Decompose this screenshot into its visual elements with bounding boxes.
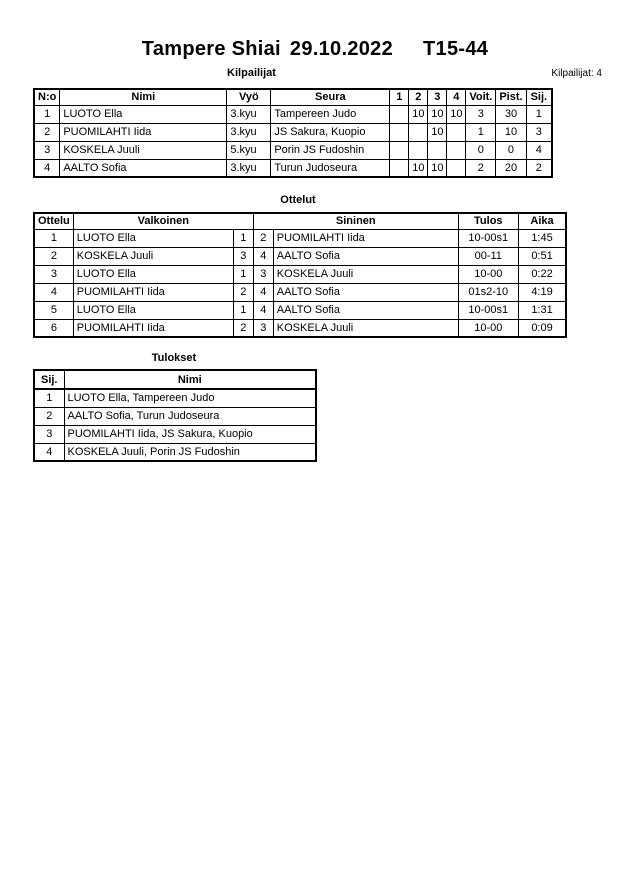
cell-blue-number: 4 — [253, 247, 273, 265]
cell-blue-number: 2 — [253, 229, 273, 247]
cell-sininen: KOSKELA Juuli — [273, 319, 458, 337]
competitor-count: Kilpailijat: 4 — [551, 68, 602, 79]
cell-seura: Porin JS Fudoshin — [271, 141, 390, 159]
page-title — [0, 38, 630, 61]
tulokset-table — [33, 369, 317, 462]
col-header-4: 4 — [447, 89, 466, 105]
cell-valkoinen: PUOMILAHTI Iida — [73, 283, 233, 301]
cell-aika: 1:31 — [518, 301, 566, 319]
cell-sij: 2 — [526, 159, 552, 177]
cell-sij: 4 — [34, 443, 64, 461]
col-header-sij: Sij. — [34, 370, 64, 389]
section-title-tulokset: Tulokset — [151, 352, 197, 364]
cell-sij: 4 — [526, 141, 552, 159]
cell-blue-number: 3 — [253, 265, 273, 283]
cell-white-number: 1 — [233, 301, 253, 319]
cell-pist: 10 — [496, 123, 526, 141]
cell-ottelu: 2 — [34, 247, 73, 265]
col-header-aika: Aika — [518, 213, 566, 229]
col-header-valkoinen: Valkoinen — [73, 213, 253, 229]
col-header-2: 2 — [409, 89, 428, 105]
cell-ottelu: 1 — [34, 229, 73, 247]
cell-ottelu: 4 — [34, 283, 73, 301]
cell-score-4: 10 — [447, 105, 466, 123]
cell-score-1 — [390, 105, 409, 123]
table-row — [34, 407, 316, 425]
cell-no: 4 — [34, 159, 60, 177]
title-category: T15-44 — [423, 38, 489, 60]
table-row — [34, 159, 552, 177]
cell-ottelu: 3 — [34, 265, 73, 283]
cell-score-4 — [447, 123, 466, 141]
col-header-sininen: Sininen — [253, 213, 458, 229]
cell-vyo: 3.kyu — [227, 159, 271, 177]
cell-nimi: KOSKELA Juuli, Porin JS Fudoshin — [64, 443, 316, 461]
cell-score-2: 10 — [409, 159, 428, 177]
section-title-kilpailijat: Kilpailijat — [227, 67, 276, 79]
cell-score-4 — [447, 159, 466, 177]
title-date: 29.10.2022 — [289, 38, 394, 60]
cell-sininen: PUOMILAHTI Iida — [273, 229, 458, 247]
table-row — [34, 265, 566, 283]
table-row — [34, 301, 566, 319]
cell-nimi: AALTO Sofia — [60, 159, 227, 177]
table-row — [34, 123, 552, 141]
cell-blue-number: 4 — [253, 283, 273, 301]
cell-score-2 — [409, 123, 428, 141]
cell-valkoinen: LUOTO Ella — [73, 301, 233, 319]
cell-ottelu: 6 — [34, 319, 73, 337]
table-row — [34, 443, 316, 461]
cell-valkoinen: LUOTO Ella — [73, 265, 233, 283]
col-header-voit: Voit. — [466, 89, 496, 105]
cell-score-3: 10 — [428, 123, 447, 141]
col-header-sij: Sij. — [526, 89, 552, 105]
cell-sij: 1 — [526, 105, 552, 123]
cell-score-2 — [409, 141, 428, 159]
cell-aika: 0:51 — [518, 247, 566, 265]
cell-nimi: LUOTO Ella — [60, 105, 227, 123]
col-header-tulos: Tulos — [458, 213, 518, 229]
table-row — [34, 247, 566, 265]
cell-aika: 0:09 — [518, 319, 566, 337]
cell-vyo: 3.kyu — [227, 123, 271, 141]
table-header-row — [34, 89, 552, 105]
title-event: Tampere Shiai — [141, 38, 281, 60]
cell-vyo: 3.kyu — [227, 105, 271, 123]
ottelut-table — [33, 212, 567, 338]
table-row — [34, 319, 566, 337]
cell-score-1 — [390, 159, 409, 177]
cell-nimi: PUOMILAHTI Iida — [60, 123, 227, 141]
cell-no: 1 — [34, 105, 60, 123]
cell-nimi: LUOTO Ella, Tampereen Judo — [64, 389, 316, 407]
cell-no: 2 — [34, 123, 60, 141]
cell-score-3: 10 — [428, 159, 447, 177]
col-header-seura: Seura — [271, 89, 390, 105]
cell-pist: 0 — [496, 141, 526, 159]
cell-sininen: AALTO Sofia — [273, 247, 458, 265]
table-row — [34, 141, 552, 159]
cell-seura: JS Sakura, Kuopio — [271, 123, 390, 141]
cell-pist: 20 — [496, 159, 526, 177]
col-header-no: N:o — [34, 89, 60, 105]
cell-voit: 2 — [466, 159, 496, 177]
cell-vyo: 5.kyu — [227, 141, 271, 159]
cell-aika: 1:45 — [518, 229, 566, 247]
table-header-row — [34, 370, 316, 389]
col-header-3: 3 — [428, 89, 447, 105]
col-header-nimi: Nimi — [64, 370, 316, 389]
cell-sininen: AALTO Sofia — [273, 283, 458, 301]
table-row — [34, 425, 316, 443]
cell-nimi: KOSKELA Juuli — [60, 141, 227, 159]
cell-seura: Tampereen Judo — [271, 105, 390, 123]
cell-sininen: AALTO Sofia — [273, 301, 458, 319]
cell-sij: 1 — [34, 389, 64, 407]
cell-white-number: 3 — [233, 247, 253, 265]
cell-valkoinen: PUOMILAHTI Iida — [73, 319, 233, 337]
col-header-1: 1 — [390, 89, 409, 105]
cell-seura: Turun Judoseura — [271, 159, 390, 177]
cell-tulos: 01s2-10 — [458, 283, 518, 301]
cell-tulos: 10-00 — [458, 319, 518, 337]
cell-tulos: 10-00 — [458, 265, 518, 283]
cell-valkoinen: LUOTO Ella — [73, 229, 233, 247]
cell-tulos: 10-00s1 — [458, 229, 518, 247]
cell-white-number: 2 — [233, 319, 253, 337]
cell-aika: 0:22 — [518, 265, 566, 283]
cell-score-1 — [390, 141, 409, 159]
cell-white-number: 1 — [233, 229, 253, 247]
cell-score-3: 10 — [428, 105, 447, 123]
cell-nimi: AALTO Sofia, Turun Judoseura — [64, 407, 316, 425]
cell-white-number: 1 — [233, 265, 253, 283]
cell-nimi: PUOMILAHTI Iida, JS Sakura, Kuopio — [64, 425, 316, 443]
cell-sij: 3 — [526, 123, 552, 141]
cell-ottelu: 5 — [34, 301, 73, 319]
table-row — [34, 105, 552, 123]
col-header-vyo: Vyö — [227, 89, 271, 105]
cell-score-2: 10 — [409, 105, 428, 123]
col-header-ottelu: Ottelu — [34, 213, 73, 229]
table-row — [34, 229, 566, 247]
col-header-nimi: Nimi — [60, 89, 227, 105]
cell-blue-number: 3 — [253, 319, 273, 337]
cell-pist: 30 — [496, 105, 526, 123]
table-row — [34, 283, 566, 301]
cell-voit: 0 — [466, 141, 496, 159]
cell-score-4 — [447, 141, 466, 159]
cell-score-3 — [428, 141, 447, 159]
cell-voit: 1 — [466, 123, 496, 141]
section-title-ottelut: Ottelut — [280, 194, 316, 206]
table-row — [34, 389, 316, 407]
cell-sij: 2 — [34, 407, 64, 425]
cell-sininen: KOSKELA Juuli — [273, 265, 458, 283]
cell-no: 3 — [34, 141, 60, 159]
col-header-pist: Pist. — [496, 89, 526, 105]
cell-blue-number: 4 — [253, 301, 273, 319]
cell-valkoinen: KOSKELA Juuli — [73, 247, 233, 265]
table-header-row — [34, 213, 566, 229]
cell-score-1 — [390, 123, 409, 141]
cell-tulos: 10-00s1 — [458, 301, 518, 319]
cell-sij: 3 — [34, 425, 64, 443]
cell-tulos: 00-11 — [458, 247, 518, 265]
kilpailijat-table — [33, 88, 553, 178]
cell-voit: 3 — [466, 105, 496, 123]
cell-aika: 4:19 — [518, 283, 566, 301]
cell-white-number: 2 — [233, 283, 253, 301]
